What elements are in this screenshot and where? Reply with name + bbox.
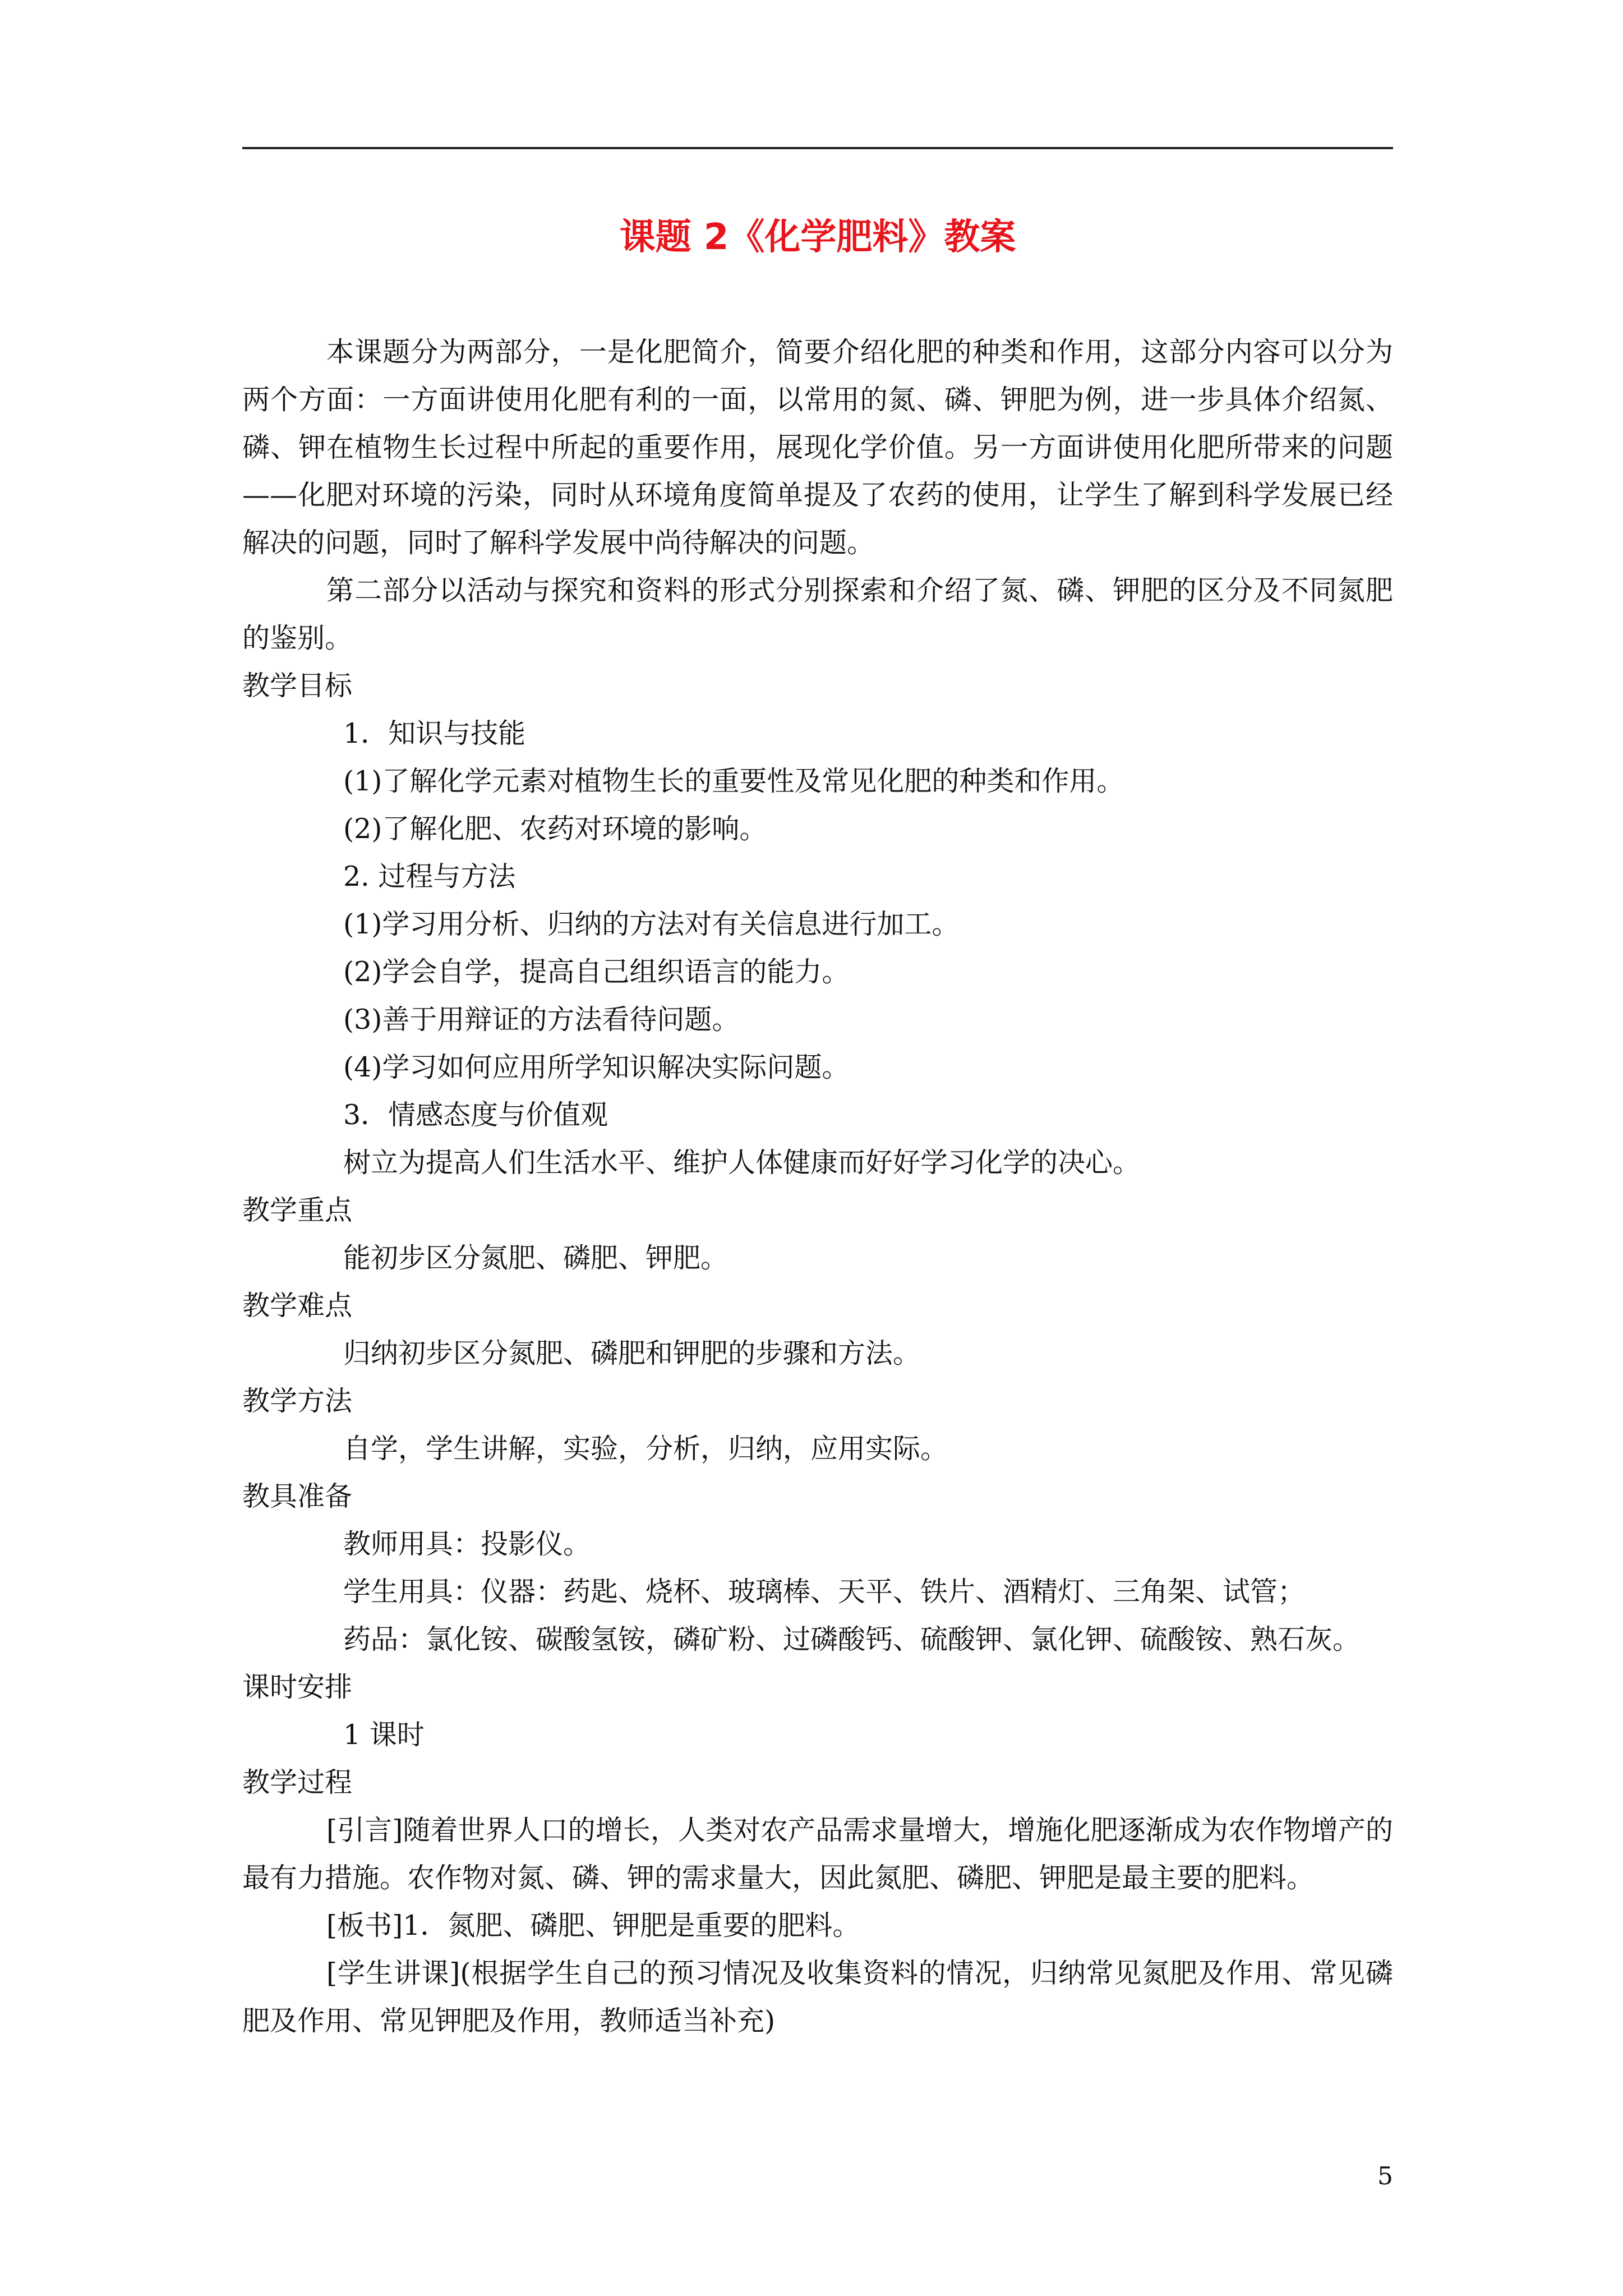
intro-paragraph-1: 本课题分为两部分，一是化肥简介，简要介绍化肥的种类和作用，这部分内容可以分为两个方面：一方面讲使用化肥有利的一面，以常用的氮、磷、钾肥为例，进一步具体介绍氮、磷、钾在植物生长过程中所起的重要作用，展现化学价值。另一方面讲使用化肥所带来的问题——化肥对环境的污染，同时从环境角度简单提及了农药的使用，让学生了解到科学发展已经解决的问题，同时了解科学发展中尚待解决的问题。 <box>242 336 1393 559</box>
process-paragraph: [学生讲课](根据学生自己的预习情况及收集资料的情况，归纳常见氮肥及作用、常见磷肥及作用、常见钾肥及作用，教师适当补充) <box>242 1957 1393 2037</box>
difficulties-text: 归纳初步区分氮肥、磷肥和钾肥的步骤和方法。 <box>343 1337 921 1369</box>
process-paragraph: [板书]1．氮肥、磷肥、钾肥是重要的肥料。 <box>326 1910 860 1941</box>
page-title: 课题 2《化学肥料》教案 <box>619 217 1016 258</box>
intro-paragraph-2: 第二部分以活动与探究和资料的形式分别探索和介绍了氮、磷、钾肥的区分及不同氮肥的鉴别。 <box>242 574 1393 654</box>
objective-item: (1)了解化学元素对植物生长的重要性及常见化肥的种类和作用。 <box>343 765 1124 797</box>
objective-item: 3．情感态度与价值观 <box>343 1099 608 1131</box>
equipment-item: 药品：氯化铵、碳酸氢铵，磷矿粉、过磷酸钙、硫酸钾、氯化钾、硫酸铵、熟石灰。 <box>343 1623 1361 1655</box>
methods-text: 自学，学生讲解，实验，分析，归纳，应用实际。 <box>343 1433 948 1465</box>
page-number: 5 <box>1377 2162 1393 2191</box>
methods-heading: 教学方法 <box>242 1385 353 1417</box>
objective-item: (1)学习用分析、归纳的方法对有关信息进行加工。 <box>343 908 960 940</box>
equipment-heading: 教具准备 <box>242 1480 353 1512</box>
process-paragraph: [引言]随着世界人口的增长，人类对农产品需求量增大，增施化肥逐渐成为农作物增产的最有力措施。农作物对氮、磷、钾的需求量大，因此氮肥、磷肥、钾肥是最主要的肥料。 <box>242 1814 1393 1894</box>
document-body <box>242 328 1393 2045</box>
schedule-heading: 课时安排 <box>242 1671 353 1703</box>
objectives-heading: 教学目标 <box>242 670 353 702</box>
objective-item: (2)学会自学，提高自己组织语言的能力。 <box>343 956 850 988</box>
key-points-text: 能初步区分氮肥、磷肥、钾肥。 <box>343 1242 728 1274</box>
key-points-heading: 教学重点 <box>242 1194 353 1226</box>
equipment-item: 学生用具：仪器：药匙、烧杯、玻璃棒、天平、铁片、酒精灯、三角架、试管； <box>343 1576 1306 1608</box>
objective-item: (2)了解化肥、农药对环境的影响。 <box>343 813 767 845</box>
equipment-item: 教师用具：投影仪。 <box>343 1528 591 1560</box>
objective-item: (4)学习如何应用所学知识解决实际问题。 <box>343 1051 850 1083</box>
objective-item: 2. 过程与方法 <box>343 861 516 892</box>
objective-item: 1．知识与技能 <box>343 717 526 749</box>
header-rule <box>242 147 1393 149</box>
difficulties-heading: 教学难点 <box>242 1290 353 1322</box>
objective-item: (3)善于用辩证的方法看待问题。 <box>343 1004 740 1036</box>
schedule-text: 1 课时 <box>343 1719 425 1751</box>
process-heading: 教学过程 <box>242 1766 353 1798</box>
objective-item: 树立为提高人们生活水平、维护人体健康而好好学习化学的决心。 <box>343 1147 1141 1179</box>
